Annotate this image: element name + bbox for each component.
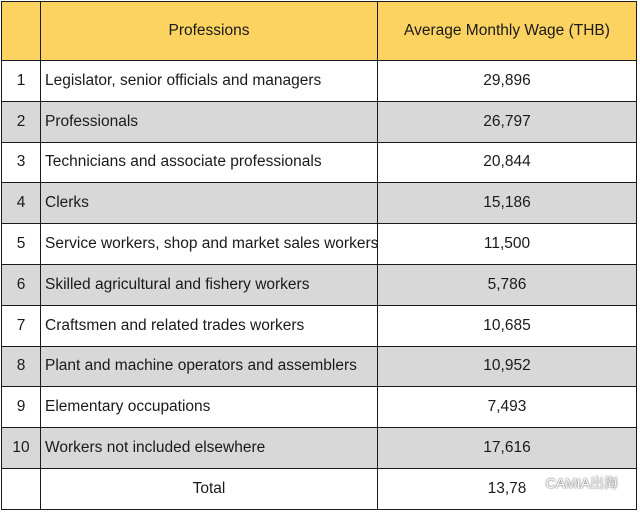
row-index: 3: [2, 142, 41, 183]
row-wage: 10,952: [378, 346, 637, 387]
wechat-bubble-icon: [524, 475, 542, 491]
watermark: [524, 473, 618, 493]
row-wage: 7,493: [378, 387, 637, 428]
row-wage: 26,797: [378, 101, 637, 142]
table-row: [2, 142, 637, 183]
row-profession: Craftsmen and related trades workers: [41, 305, 378, 346]
row-index: 8: [2, 346, 41, 387]
row-wage: 5,786: [378, 264, 637, 305]
row-profession: Workers not included elsewhere: [41, 428, 378, 469]
row-profession: Clerks: [41, 183, 378, 224]
table-row: [2, 183, 637, 224]
row-index: 1: [2, 61, 41, 102]
header-wage: Average Monthly Wage (THB): [378, 2, 637, 61]
row-wage: 17,616: [378, 428, 637, 469]
row-index: 7: [2, 305, 41, 346]
row-wage: 10,685: [378, 305, 637, 346]
table-row: [2, 61, 637, 102]
row-index: 4: [2, 183, 41, 224]
row-index: 10: [2, 428, 41, 469]
table-row: [2, 428, 637, 469]
table-row: [2, 387, 637, 428]
row-profession: Elementary occupations: [41, 387, 378, 428]
table-row: [2, 224, 637, 265]
table-row: [2, 101, 637, 142]
row-profession: Professionals: [41, 101, 378, 142]
row-wage: 15,186: [378, 183, 637, 224]
row-profession: Technicians and associate professionals: [41, 142, 378, 183]
header-index-cell: [2, 2, 41, 61]
header-professions: Professions: [41, 2, 378, 61]
row-profession: Skilled agricultural and fishery workers: [41, 264, 378, 305]
wage-table: [1, 1, 637, 510]
row-index: 5: [2, 224, 41, 265]
row-index: 2: [2, 101, 41, 142]
table-row: [2, 264, 637, 305]
total-index-cell: [2, 468, 41, 509]
table-row: [2, 346, 637, 387]
row-profession: Legislator, senior officials and managers: [41, 61, 378, 102]
row-index: 6: [2, 264, 41, 305]
row-profession: Service workers, shop and market sales workers: [41, 224, 378, 265]
row-wage: 11,500: [378, 224, 637, 265]
row-profession: Plant and machine operators and assemblers: [41, 346, 378, 387]
table-body: [2, 61, 637, 469]
row-index: 9: [2, 387, 41, 428]
total-wage: 13,78: [378, 468, 637, 509]
table-header-row: [2, 2, 637, 61]
total-label: Total: [41, 468, 378, 509]
row-wage: 20,844: [378, 142, 637, 183]
watermark-text: CAMIA出海: [545, 475, 618, 491]
row-wage: 29,896: [378, 61, 637, 102]
table-row: [2, 305, 637, 346]
